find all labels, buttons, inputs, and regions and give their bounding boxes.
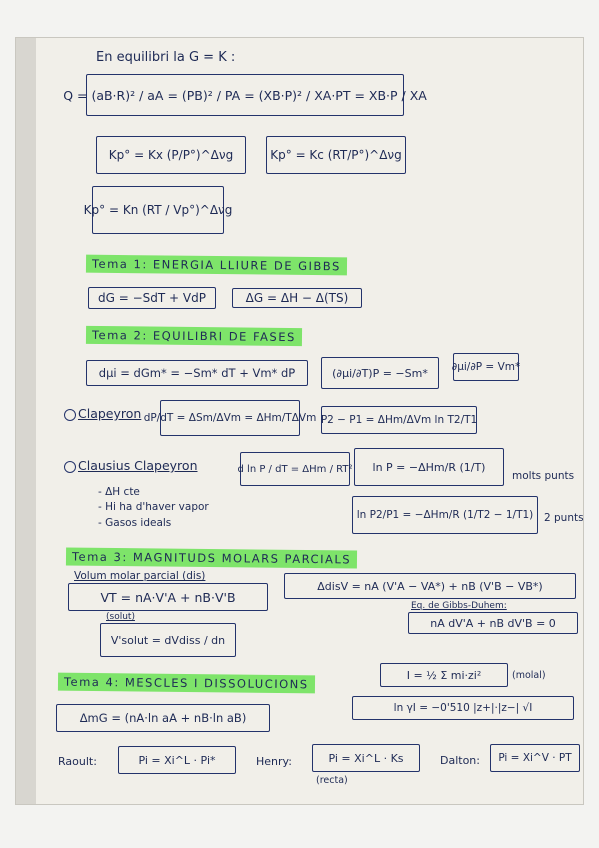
cc-condition-3: - Gasos ideals: [98, 517, 172, 529]
bullet-circle-icon: [64, 409, 76, 421]
tema3-eq4-box: V'solut = dVdiss / dn: [100, 623, 236, 657]
cc-note-molts-punts: molts punts: [512, 470, 575, 482]
cc-eq2-box: ln P = −ΔHm/R (1/T): [354, 448, 504, 486]
q-equation-box: Q = (aB·R)² / aA = (PB)² / PA = (XB·P)² / XA·PT = XB·P / XA: [86, 74, 404, 116]
tema3-eq3-box: nA dV'A + nB dV'B = 0: [408, 612, 578, 634]
kp-kc-box: Kp° = Kc (RT/P°)^Δνg: [266, 136, 406, 174]
clapeyron-eq-box: dP/dT = ΔSm/ΔVm = ΔHm/TΔVm: [160, 400, 300, 436]
henry-eq-box: Pi = Xi^L · Ks: [312, 744, 420, 772]
tema3-heading: Tema 3: MAGNITUDS MOLARS PARCIALS: [66, 547, 357, 568]
tema4-heading: Tema 4: MESCLES I DISSOLUCIONS: [58, 673, 315, 694]
cc-eq1-box: d ln P / dT = ΔHm / RT²: [240, 452, 350, 486]
tema3-label-volum: Volum molar parcial (dis): [74, 570, 206, 582]
tema3-label-solut: (solut): [106, 612, 135, 622]
cc-label-text: Clausius Clapeyron: [78, 458, 198, 473]
tema3-eq2-box: ΔdisV = nA (V'A − VA*) + nB (V'B − VB*): [284, 573, 576, 599]
bullet-circle-icon: [64, 461, 76, 473]
cc-eq3-box: ln P2/P1 = −ΔHm/R (1/T2 − 1/T1): [352, 496, 538, 534]
raoult-eq-box: Pi = Xi^L · Pi*: [118, 746, 236, 774]
intro-text: En equilibri la G = K :: [96, 50, 236, 65]
henry-label: Henry:: [256, 755, 292, 768]
tema4-eq1-box: I = ½ Σ mi·zi²: [380, 663, 508, 687]
tema2-eq1-box: dμi = dGm* = −Sm* dT + Vm* dP: [86, 360, 308, 386]
tema4-eq3-box: ΔmG = (nA·ln aA + nB·ln aB): [56, 704, 270, 732]
dalton-eq-box: Pi = Xi^V · PT: [490, 744, 580, 772]
henry-note-recta: (recta): [316, 775, 348, 786]
cc-condition-2: - Hi ha d'haver vapor: [98, 501, 209, 513]
clapeyron-eq2-box: P2 − P1 = ΔHm/ΔVm ln T2/T1: [321, 406, 477, 434]
clapeyron-label: [64, 406, 141, 421]
tema3-label-gibbs-duhem: Eq. de Gibbs-Duhem:: [411, 601, 507, 611]
tema1-heading: Tema 1: ENERGIA LLIURE DE GIBBS: [86, 255, 347, 276]
tema2-eq2-box: (∂μi/∂T)P = −Sm*: [321, 357, 439, 389]
cc-condition-1: - ΔH cte: [98, 486, 140, 498]
raoult-label: Raoult:: [58, 755, 97, 768]
tema3-eq1-box: VT = nA·V'A + nB·V'B: [68, 583, 268, 611]
tema2-heading: Tema 2: EQUILIBRI DE FASES: [86, 326, 302, 346]
tema2-eq3-box: ∂μi/∂P = Vm*: [453, 353, 519, 381]
tema4-eq2-box: ln γI = −0'510 |z+|·|z−| √I: [352, 696, 574, 720]
notebook-page: [16, 38, 583, 804]
tema4-note-molal: (molal): [512, 670, 546, 681]
kp-kx-box: Kp° = Kx (P/P°)^Δνg: [96, 136, 246, 174]
cc-note-2-punts: 2 punts: [544, 512, 584, 524]
clapeyron-label-text: Clapeyron: [78, 406, 142, 421]
clausius-clapeyron-label: [64, 458, 198, 473]
tema1-eq2-box: ΔG = ΔH − Δ(TS): [232, 288, 362, 308]
page-shadow-strip: [16, 38, 36, 804]
kp-kn-box: Kp° = Kn (RT / Vp°)^Δνg: [92, 186, 224, 234]
dalton-label: Dalton:: [440, 754, 480, 767]
tema1-eq1-box: dG = −SdT + VdP: [88, 287, 216, 309]
